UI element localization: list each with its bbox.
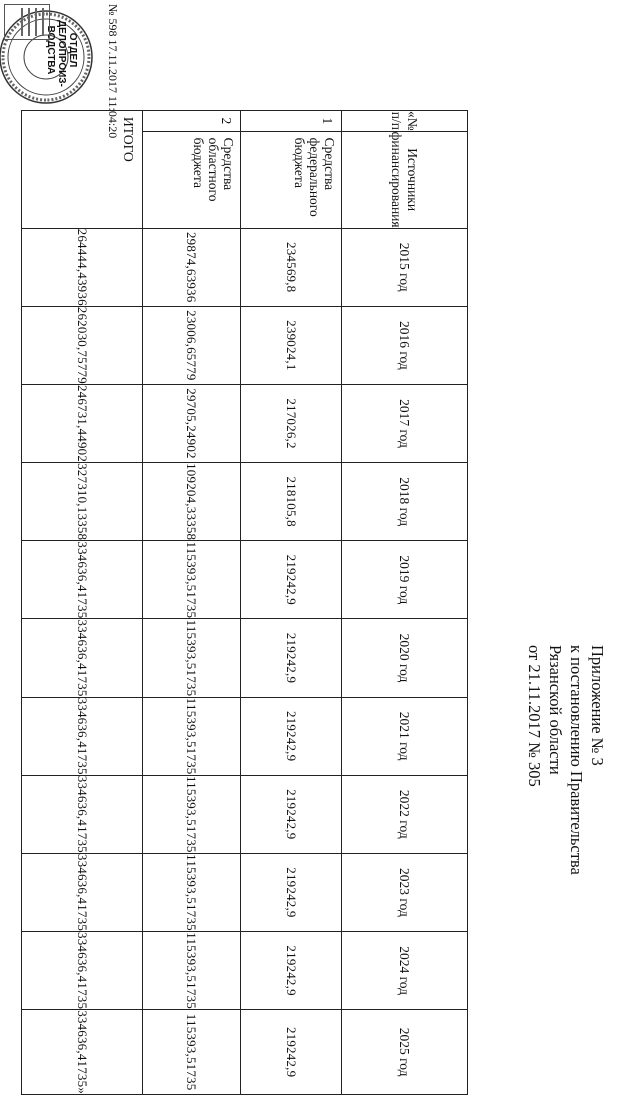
table-row: [143, 111, 241, 1095]
cell-value: 239024,1: [241, 306, 342, 384]
cell-value: 219242,9: [241, 932, 342, 1010]
small-stamp: [4, 4, 50, 40]
seal-department: ОТДЕЛ ДЕЛОПРОИЗ- ВОДСТВА: [45, 20, 78, 87]
header-year: 2019 год: [342, 541, 468, 619]
appendix-line-3: Рязанской области: [546, 645, 565, 775]
financing-table: [21, 110, 468, 1095]
total-value: 246731,44902: [22, 384, 143, 462]
cell-value: 219242,9: [241, 1010, 342, 1095]
cell-value: 23006,65779: [143, 306, 241, 384]
appendix-line-1: Приложение № 3: [588, 645, 607, 766]
appendix-header: [524, 645, 608, 905]
appendix-line-4: от 21.11.2017 № 305: [525, 645, 544, 787]
cell-value: 234569,8: [241, 228, 342, 306]
cell-value: 115393,51735: [143, 1010, 241, 1095]
header-year: 2023 год: [342, 853, 468, 931]
total-value: 334636,41735»: [22, 1010, 143, 1095]
cell-value: 115393,51735: [143, 541, 241, 619]
total-value: 262030,75779: [22, 306, 143, 384]
header-num: «№ п/п: [342, 111, 468, 132]
cell-value: 29705,24902: [143, 384, 241, 462]
header-year: 2020 год: [342, 619, 468, 697]
table-total-row: [22, 111, 143, 1095]
header-source: Источники финансирования: [342, 131, 468, 228]
total-value: 327310,13358: [22, 463, 143, 541]
cell-value: 219242,9: [241, 541, 342, 619]
total-value: 334636,41735: [22, 697, 143, 775]
total-value: 334636,41735: [22, 932, 143, 1010]
cell-value: 219242,9: [241, 775, 342, 853]
header-year: 2021 год: [342, 697, 468, 775]
total-value: 334636,41735: [22, 853, 143, 931]
cell-value: 115393,51735: [143, 775, 241, 853]
header-year: 2016 год: [342, 306, 468, 384]
cell-value: 109204,33358: [143, 463, 241, 541]
table-row: [241, 111, 342, 1095]
header-year: 2025 год: [342, 1010, 468, 1095]
header-year: 2015 год: [342, 228, 468, 306]
total-value: 334636,41735: [22, 619, 143, 697]
cell-value: 115393,51735: [143, 853, 241, 931]
table-header-row: [342, 111, 468, 1095]
row-num: 1: [241, 111, 342, 132]
cell-value: 218105,8: [241, 463, 342, 541]
header-year: 2024 год: [342, 932, 468, 1010]
total-value: 264444,43936: [22, 228, 143, 306]
registration-stamp: № 598 17.11.2017 11:04:20: [106, 4, 120, 139]
total-value: 334636,41735: [22, 541, 143, 619]
cell-value: 115393,51735: [143, 932, 241, 1010]
cell-value: 219242,9: [241, 619, 342, 697]
cell-value: 115393,51735: [143, 697, 241, 775]
total-value: 334636,41735: [22, 775, 143, 853]
total-label: ИТОГО: [22, 111, 143, 229]
cell-value: 217026,2: [241, 384, 342, 462]
row-source: Средства федерального бюджета: [241, 131, 342, 228]
row-num: 2: [143, 111, 241, 132]
cell-value: 115393,51735: [143, 619, 241, 697]
cell-value: 219242,9: [241, 697, 342, 775]
cell-value: 219242,9: [241, 853, 342, 931]
header-year: 2018 год: [342, 463, 468, 541]
header-year: 2017 год: [342, 384, 468, 462]
appendix-line-2: к постановлению Правительства: [567, 645, 586, 875]
cell-value: 29874,63936: [143, 228, 241, 306]
header-year: 2022 год: [342, 775, 468, 853]
row-source: Средства областного бюджета: [143, 131, 241, 228]
